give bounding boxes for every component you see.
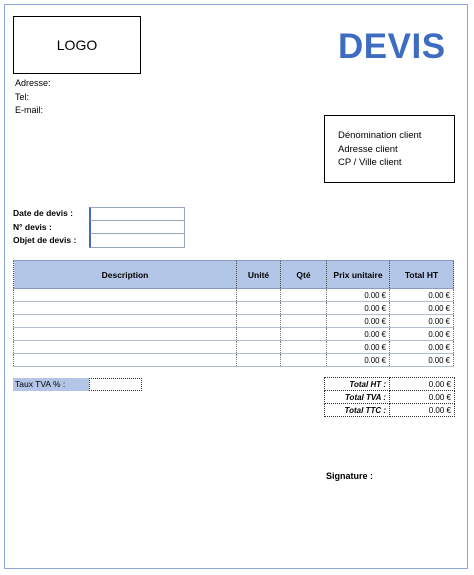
header-unit: Unité xyxy=(237,261,281,289)
unit-cell[interactable] xyxy=(237,302,281,315)
total-cell: 0.00 € xyxy=(390,341,454,354)
unit-price-cell[interactable]: 0.00 € xyxy=(327,315,390,328)
table-row xyxy=(14,354,454,367)
description-cell[interactable] xyxy=(14,328,237,341)
signature-label: Signature : xyxy=(326,471,374,481)
total-cell: 0.00 € xyxy=(390,289,454,302)
unit-price-cell[interactable]: 0.00 € xyxy=(327,354,390,367)
total-tva-row xyxy=(325,391,455,404)
tva-rate-label: Taux TVA % : xyxy=(13,378,89,391)
number-label: N° devis : xyxy=(13,221,52,232)
table-row xyxy=(14,289,454,302)
header-unit-price: Prix unitaire xyxy=(327,261,390,289)
unit-cell[interactable] xyxy=(237,289,281,302)
object-label: Objet de devis : xyxy=(13,235,77,245)
address-label: Adresse: xyxy=(15,78,51,88)
totals-table xyxy=(324,377,455,417)
number-field[interactable] xyxy=(89,221,185,235)
items-table xyxy=(13,260,454,367)
qty-cell[interactable] xyxy=(281,328,327,341)
total-tva-value: 0.00 € xyxy=(390,391,455,404)
total-cell: 0.00 € xyxy=(390,328,454,341)
table-row xyxy=(14,302,454,315)
date-label: Date de devis : xyxy=(13,208,73,218)
object-field[interactable] xyxy=(89,234,185,248)
client-name: Dénomination client xyxy=(338,130,422,141)
description-cell[interactable] xyxy=(14,302,237,315)
meta-row-date xyxy=(13,207,187,221)
total-cell: 0.00 € xyxy=(390,302,454,315)
description-cell[interactable] xyxy=(14,315,237,328)
client-box xyxy=(324,115,455,183)
unit-price-cell[interactable]: 0.00 € xyxy=(327,302,390,315)
total-ht-label: Total HT : xyxy=(325,378,390,391)
client-address: Adresse client xyxy=(338,143,398,155)
qty-cell[interactable] xyxy=(281,341,327,354)
quote-meta xyxy=(13,207,187,248)
logo-placeholder xyxy=(13,16,141,74)
description-cell[interactable] xyxy=(14,289,237,302)
total-ht-value: 0.00 € xyxy=(390,378,455,391)
client-city: CP / Ville client xyxy=(338,157,402,168)
qty-cell[interactable] xyxy=(281,289,327,302)
unit-cell[interactable] xyxy=(237,328,281,341)
meta-row-object xyxy=(13,234,187,248)
total-ttc-row xyxy=(325,404,455,417)
meta-row-number xyxy=(13,221,187,235)
total-cell: 0.00 € xyxy=(390,315,454,328)
document-title: DEVIS xyxy=(338,27,446,66)
date-field[interactable] xyxy=(89,207,185,221)
logo-text: LOGO xyxy=(56,37,98,53)
unit-price-cell[interactable]: 0.00 € xyxy=(327,289,390,302)
description-cell[interactable] xyxy=(14,354,237,367)
tel-label: Tel: xyxy=(15,91,30,102)
qty-cell[interactable] xyxy=(281,354,327,367)
unit-cell[interactable] xyxy=(237,341,281,354)
email-label: E-mail: xyxy=(15,105,44,115)
header-qty: Qté xyxy=(281,261,327,289)
qty-cell[interactable] xyxy=(281,302,327,315)
unit-price-cell[interactable]: 0.00 € xyxy=(327,328,390,341)
unit-cell[interactable] xyxy=(237,354,281,367)
table-row xyxy=(14,328,454,341)
unit-cell[interactable] xyxy=(237,315,281,328)
items-header-row xyxy=(14,261,454,289)
tva-rate-field[interactable] xyxy=(89,378,142,391)
header-total: Total HT xyxy=(390,261,454,289)
description-cell[interactable] xyxy=(14,341,237,354)
total-tva-label: Total TVA : xyxy=(325,391,390,404)
total-ttc-value: 0.00 € xyxy=(390,404,455,417)
total-ttc-label: Total TTC : xyxy=(325,404,390,417)
table-row xyxy=(14,341,454,354)
total-ht-row xyxy=(325,378,455,391)
table-row xyxy=(14,315,454,328)
total-cell: 0.00 € xyxy=(390,354,454,367)
unit-price-cell[interactable]: 0.00 € xyxy=(327,341,390,354)
qty-cell[interactable] xyxy=(281,315,327,328)
header-description: Description xyxy=(14,261,237,289)
company-contact xyxy=(15,77,51,118)
